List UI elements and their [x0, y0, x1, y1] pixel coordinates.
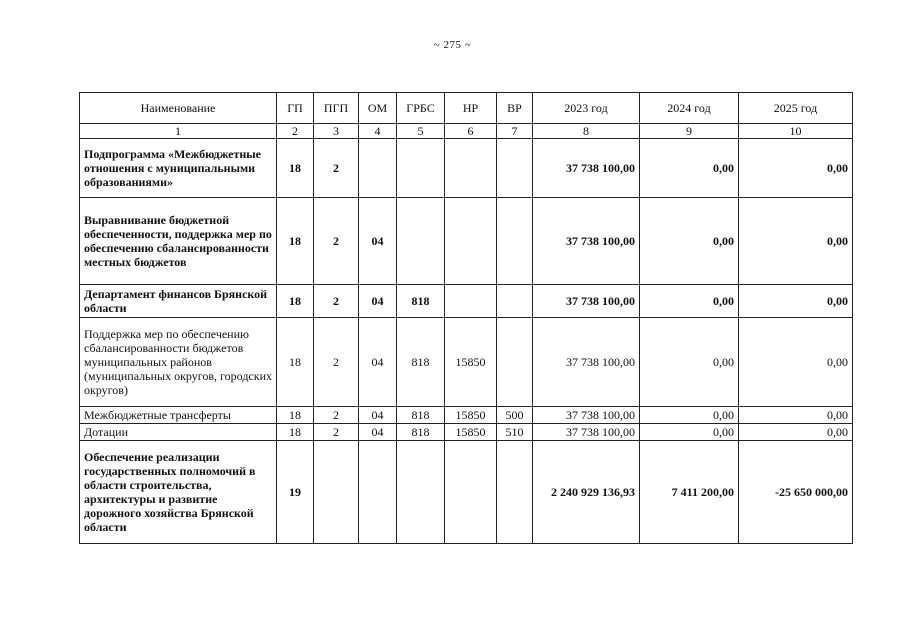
- table-row: [80, 407, 853, 424]
- cell-vr: [497, 285, 533, 318]
- cell-name: Выравнивание бюджетной обеспеченности, поддержка мер по обеспечению сбалансированности местных бюджетов: [80, 198, 277, 285]
- col-header-2024: 2024 год: [640, 93, 739, 124]
- cell-name: Подпрограмма «Межбюджетные отношения с муниципальными образованиями»: [80, 139, 277, 198]
- column-number: 2: [277, 124, 314, 139]
- col-header-2023: 2023 год: [533, 93, 640, 124]
- cell-2024: 0,00: [640, 198, 739, 285]
- cell-om: 04: [359, 424, 397, 441]
- cell-om: 04: [359, 407, 397, 424]
- cell-name: Поддержка мер по обеспечению сбалансированности бюджетов муниципальных районов (муниципальных округов, городских округов): [80, 318, 277, 407]
- cell-vr: 510: [497, 424, 533, 441]
- cell-grbs: 818: [397, 318, 445, 407]
- col-header-name: Наименование: [80, 93, 277, 124]
- column-number: 6: [445, 124, 497, 139]
- cell-2023: 37 738 100,00: [533, 198, 640, 285]
- column-number-row: [80, 124, 853, 139]
- cell-om: 04: [359, 285, 397, 318]
- column-number: 9: [640, 124, 739, 139]
- cell-grbs: 818: [397, 424, 445, 441]
- column-number: 5: [397, 124, 445, 139]
- col-header-pgp: ПГП: [314, 93, 359, 124]
- cell-gp: 18: [277, 198, 314, 285]
- page-number: ~ 275 ~: [433, 39, 472, 51]
- cell-2023: 37 738 100,00: [533, 139, 640, 198]
- cell-grbs: 818: [397, 285, 445, 318]
- cell-vr: [497, 318, 533, 407]
- cell-om: 04: [359, 318, 397, 407]
- column-number: 10: [739, 124, 853, 139]
- cell-name: Департамент финансов Брянской области: [80, 285, 277, 318]
- cell-nr: [445, 139, 497, 198]
- cell-pgp: 2: [314, 139, 359, 198]
- table-row: [80, 139, 853, 198]
- col-header-grbs: ГРБС: [397, 93, 445, 124]
- column-number: 4: [359, 124, 397, 139]
- cell-vr: [497, 139, 533, 198]
- cell-nr: 15850: [445, 407, 497, 424]
- col-header-2025: 2025 год: [739, 93, 853, 124]
- cell-gp: 18: [277, 139, 314, 198]
- cell-pgp: 2: [314, 285, 359, 318]
- cell-nr: [445, 441, 497, 544]
- column-number: 7: [497, 124, 533, 139]
- cell-2024: 0,00: [640, 139, 739, 198]
- cell-2025: 0,00: [739, 407, 853, 424]
- cell-vr: [497, 441, 533, 544]
- col-header-vr: ВР: [497, 93, 533, 124]
- cell-gp: 18: [277, 285, 314, 318]
- header-row: [80, 93, 853, 124]
- cell-nr: 15850: [445, 424, 497, 441]
- cell-2025: 0,00: [739, 198, 853, 285]
- cell-2024: 0,00: [640, 285, 739, 318]
- table-row: [80, 441, 853, 544]
- cell-nr: [445, 285, 497, 318]
- col-header-nr: НР: [445, 93, 497, 124]
- column-number: 8: [533, 124, 640, 139]
- cell-grbs: 818: [397, 407, 445, 424]
- column-number: 3: [314, 124, 359, 139]
- cell-pgp: [314, 441, 359, 544]
- cell-grbs: [397, 139, 445, 198]
- cell-2023: 2 240 929 136,93: [533, 441, 640, 544]
- table-row: [80, 424, 853, 441]
- cell-gp: 18: [277, 424, 314, 441]
- cell-2023: 37 738 100,00: [533, 318, 640, 407]
- col-header-om: ОМ: [359, 93, 397, 124]
- cell-gp: 18: [277, 407, 314, 424]
- cell-gp: 18: [277, 318, 314, 407]
- cell-name: Межбюджетные трансферты: [80, 407, 277, 424]
- cell-2023: 37 738 100,00: [533, 407, 640, 424]
- cell-2025: 0,00: [739, 318, 853, 407]
- cell-om: [359, 139, 397, 198]
- cell-pgp: 2: [314, 318, 359, 407]
- table-body: [80, 139, 853, 544]
- cell-2023: 37 738 100,00: [533, 424, 640, 441]
- cell-2024: 0,00: [640, 424, 739, 441]
- cell-2023: 37 738 100,00: [533, 285, 640, 318]
- cell-nr: 15850: [445, 318, 497, 407]
- col-header-gp: ГП: [277, 93, 314, 124]
- cell-2025: 0,00: [739, 424, 853, 441]
- cell-pgp: 2: [314, 198, 359, 285]
- cell-2024: 0,00: [640, 407, 739, 424]
- table-row: [80, 285, 853, 318]
- cell-pgp: 2: [314, 407, 359, 424]
- cell-2025: 0,00: [739, 139, 853, 198]
- cell-om: 04: [359, 198, 397, 285]
- table-row: [80, 198, 853, 285]
- cell-gp: 19: [277, 441, 314, 544]
- column-number: 1: [80, 124, 277, 139]
- cell-nr: [445, 198, 497, 285]
- budget-table: [79, 92, 853, 544]
- cell-om: [359, 441, 397, 544]
- table-row: [80, 318, 853, 407]
- cell-2024: 7 411 200,00: [640, 441, 739, 544]
- cell-vr: 500: [497, 407, 533, 424]
- cell-grbs: [397, 198, 445, 285]
- cell-2025: 0,00: [739, 285, 853, 318]
- cell-pgp: 2: [314, 424, 359, 441]
- cell-name: Обеспечение реализации государственных полномочий в области строительства, архитектуры и развитие дорожного хозяйства Брянской области: [80, 441, 277, 544]
- cell-name: Дотации: [80, 424, 277, 441]
- cell-grbs: [397, 441, 445, 544]
- cell-vr: [497, 198, 533, 285]
- cell-2024: 0,00: [640, 318, 739, 407]
- cell-2025: -25 650 000,00: [739, 441, 853, 544]
